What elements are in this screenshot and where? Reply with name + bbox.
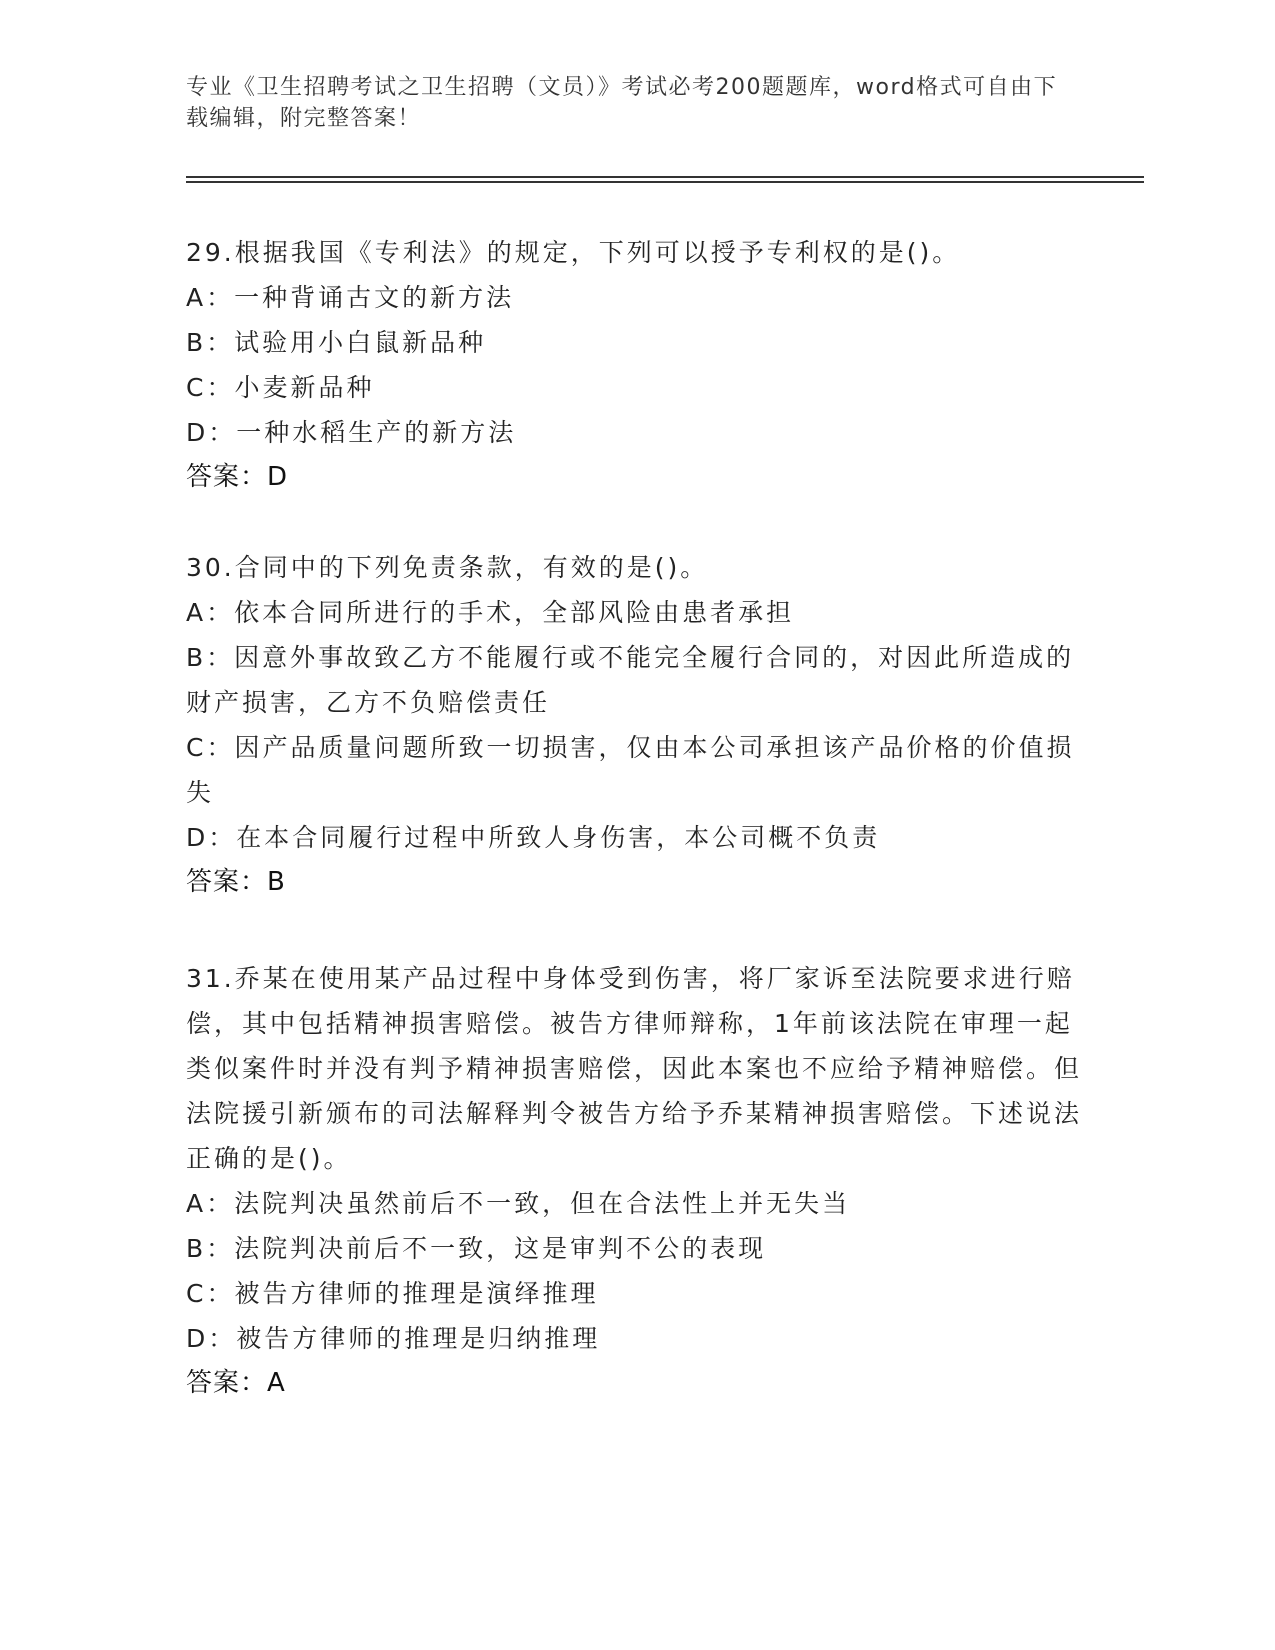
option-b: B：法院判决前后不一致，这是审判不公的表现 [186, 1234, 767, 1263]
header-intro: 专业《卫生招聘考试之卫生招聘（文员）》考试必考200题题库，word格式可自由下载编辑，附完整答案！ [186, 75, 1058, 131]
question-stem: 30.合同中的下列免责条款，有效的是()。 [186, 553, 709, 582]
question-29 [186, 230, 1086, 500]
answer-line: 答案：A [186, 1368, 286, 1398]
answer-line: 答案：D [186, 462, 289, 492]
option-d: D：被告方律师的推理是归纳推理 [186, 1324, 601, 1353]
option-a: A：法院判决虽然前后不一致，但在合法性上并无失当 [186, 1189, 851, 1218]
header-divider-top [186, 176, 1144, 178]
answer-line: 答案：B [186, 867, 286, 897]
question-30 [186, 545, 1086, 905]
option-c: C：小麦新品种 [186, 373, 375, 402]
header-divider-bottom [186, 181, 1144, 183]
question-stem: 31.乔某在使用某产品过程中身体受到伤害，将厂家诉至法院要求进行赔偿，其中包括精神损害赔偿。被告方律师辩称，1年前该法院在审理一起类似案件时并没有判予精神损害赔偿，因此本案也不应给予精神赔偿。但法院援引新颁布的司法解释判令被告方给予乔某精神损害赔偿。下述说法正确的是()。 [186, 964, 1083, 1173]
option-a: A：一种背诵古文的新方法 [186, 283, 515, 312]
option-c: C：被告方律师的推理是演绎推理 [186, 1279, 599, 1308]
question-31 [186, 956, 1086, 1406]
option-c: C：因产品质量问题所致一切损害，仅由本公司承担该产品价格的价值损失 [186, 733, 1075, 807]
option-b: B：因意外事故致乙方不能履行或不能完全履行合同的，对因此所造成的财产损害，乙方不负赔偿责任 [186, 643, 1075, 717]
option-a: A：依本合同所进行的手术，全部风险由患者承担 [186, 598, 795, 627]
question-stem: 29.根据我国《专利法》的规定，下列可以授予专利权的是()。 [186, 238, 961, 267]
option-d: D：一种水稻生产的新方法 [186, 418, 517, 447]
option-d: D：在本合同履行过程中所致人身伤害，本公司概不负责 [186, 823, 881, 852]
option-b: B：试验用小白鼠新品种 [186, 328, 487, 357]
